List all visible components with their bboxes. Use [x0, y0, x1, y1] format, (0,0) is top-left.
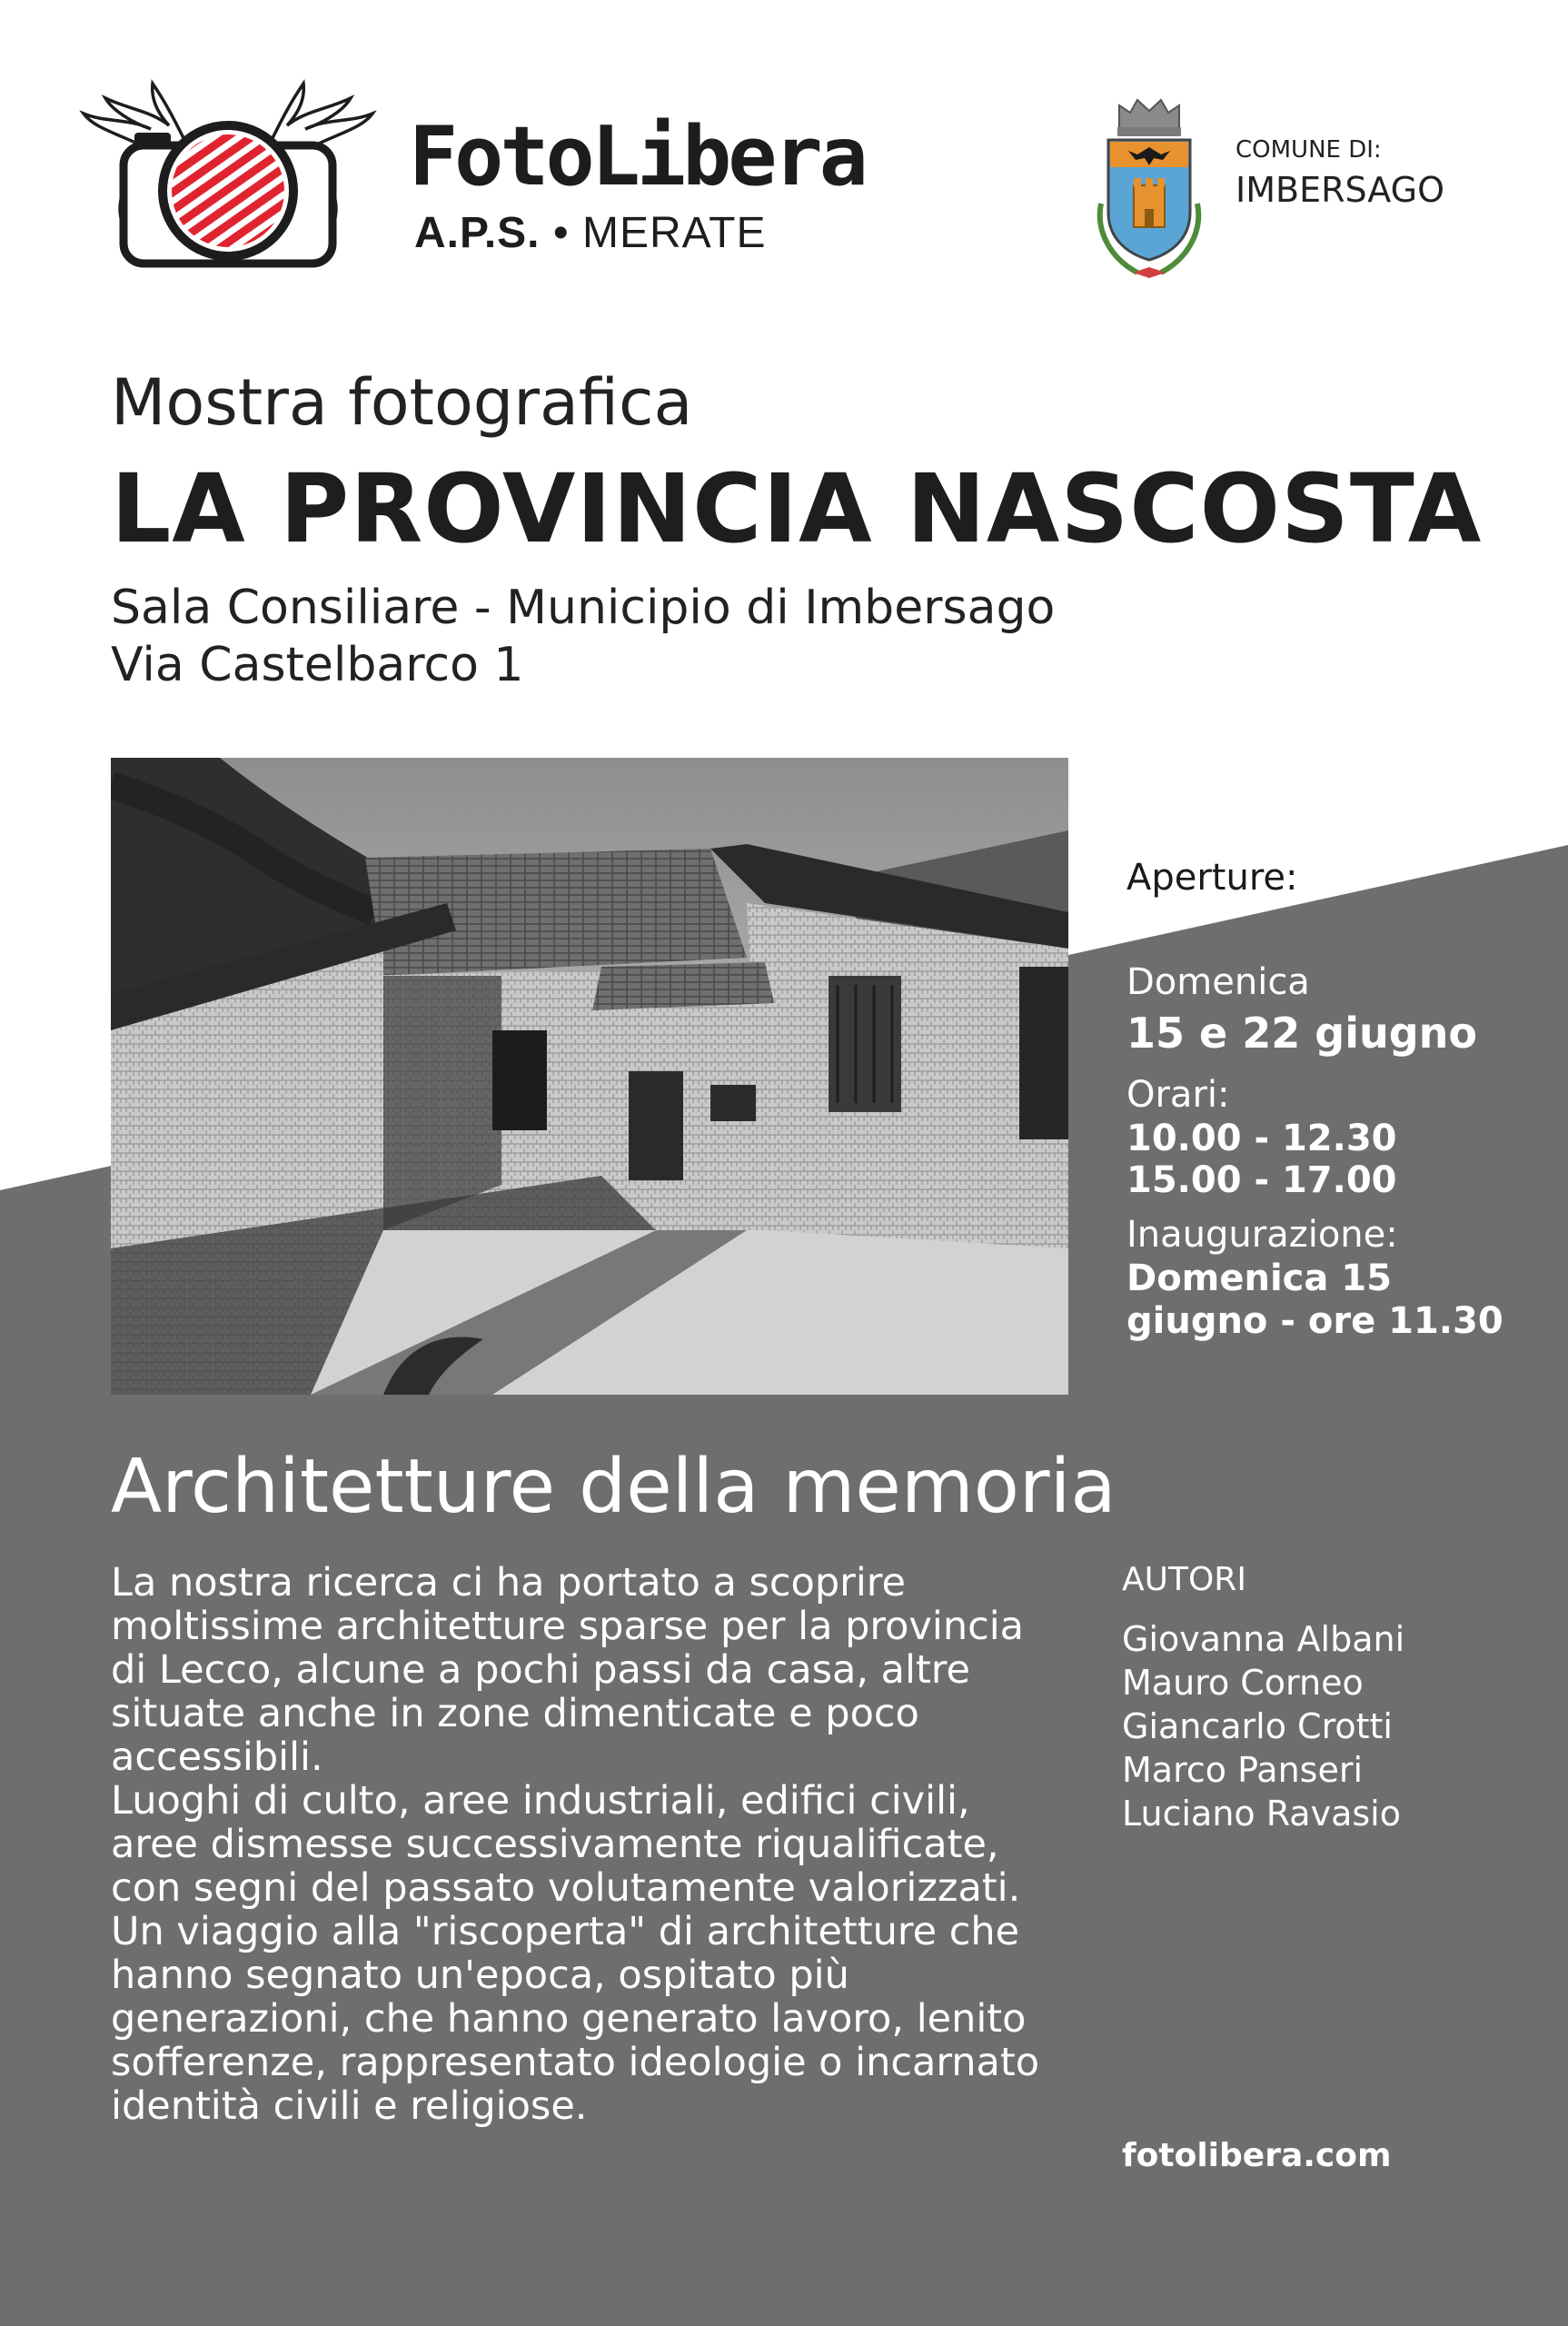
aperture-label: Aperture: — [1126, 857, 1298, 899]
authors-list — [1122, 1617, 1404, 1835]
brand-separator-dot: • — [552, 209, 570, 257]
authors-label: AUTORI — [1122, 1561, 1246, 1598]
author-name: Mauro Corneo — [1122, 1663, 1364, 1703]
hours-label: Orari: — [1126, 1074, 1230, 1116]
description-paragraph: Luoghi di culto, aree industriali, edifici civili, aree dismesse successivamente riqualificate, con segni del passato volutamente valorizzati. — [111, 1778, 1021, 1911]
website-link[interactable]: fotolibera.com — [1122, 2137, 1392, 2174]
brand-city: MERATE — [582, 209, 767, 257]
description-paragraph: La nostra ricerca ci ha portato a scoprire moltissime architetture sparse per la provincia di Lecco, alcune a pochi passi da casa, altre situate anche in zone dimenticate e poco accessibili. — [111, 1560, 1025, 1780]
brand-subline — [414, 209, 767, 257]
day-label: Domenica — [1126, 961, 1310, 1003]
event-title: LA PROVINCIA NASCOSTA — [111, 453, 1483, 564]
coat-of-arms-icon — [1083, 94, 1216, 283]
inauguration-value: Domenica 15 giugno - ore 11.30 — [1126, 1257, 1503, 1342]
section-subtitle: Architetture della memoria — [111, 1444, 1116, 1530]
hours-morning: 10.00 - 12.30 — [1126, 1118, 1397, 1159]
comune-name: IMBERSAGO — [1236, 170, 1444, 210]
description-paragraph: Un viaggio alla "riscoperta" di architetture che hanno segnato un'epoca, ospitato più generazioni, che hanno generato lavoro, lenito sofferenze, rappresentato ideologie o incarnato identità civili e religiose. — [111, 1909, 1040, 2129]
venue-line-2: Via Castelbarco 1 — [111, 638, 524, 692]
venue-line-1: Sala Consiliare - Municipio di Imbersago — [111, 581, 1056, 635]
opening-dates: 15 e 22 giugno — [1126, 1009, 1477, 1058]
author-name: Marco Panseri — [1122, 1750, 1364, 1790]
author-name: Giovanna Albani — [1122, 1619, 1405, 1659]
brand-name: FotoLibera — [409, 109, 865, 204]
brand-aps: A.P.S. — [414, 209, 541, 257]
fotolibera-camera-wings-logo-icon — [78, 73, 378, 273]
inauguration-label: Inaugurazione: — [1126, 1214, 1398, 1256]
comune-label: COMUNE DI: — [1236, 136, 1382, 164]
stone-houses-photo — [111, 758, 1068, 1395]
author-name: Giancarlo Crotti — [1122, 1706, 1393, 1746]
event-kicker: Mostra fotografica — [111, 365, 693, 440]
author-name: Luciano Ravasio — [1122, 1794, 1401, 1834]
description-body — [111, 1561, 1056, 2128]
hours-afternoon: 15.00 - 17.00 — [1126, 1159, 1397, 1201]
